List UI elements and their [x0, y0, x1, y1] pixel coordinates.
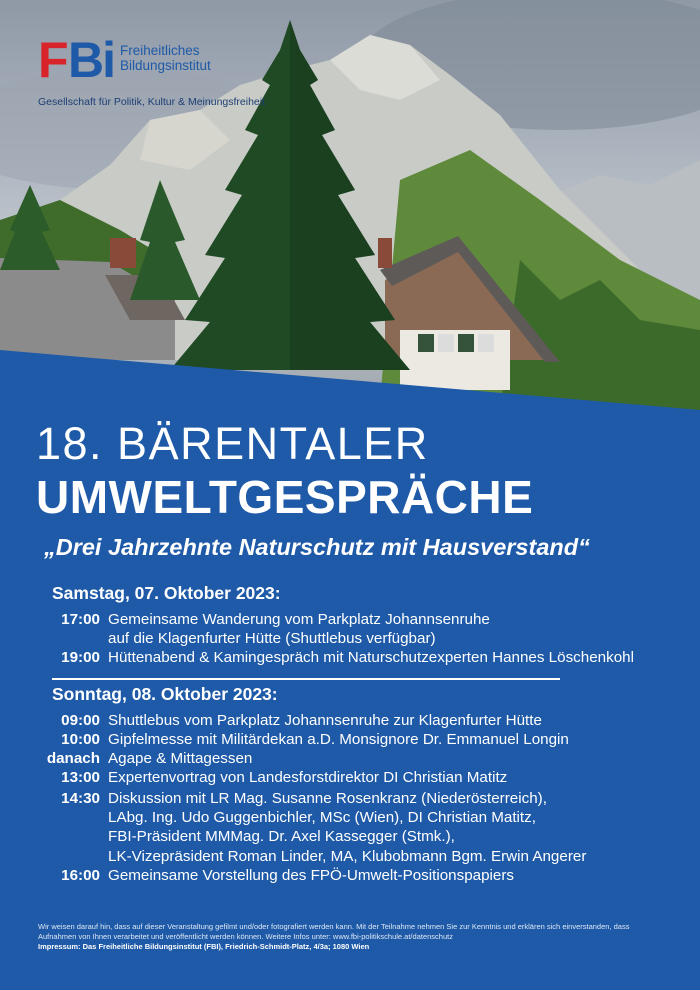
logo-tagline: Gesellschaft für Politik, Kultur & Meinungsfreiheit — [38, 96, 266, 108]
program-row — [36, 648, 676, 667]
program-text: LK-Vizepräsident Roman Linder, MA, Klubobmann Bgm. Erwin Angerer — [108, 848, 587, 865]
program-row — [36, 789, 676, 808]
event-subtitle: „Drei Jahrzehnte Naturschutz mit Hausverstand“ — [44, 534, 590, 560]
program-text: Shuttlebus vom Parkplatz Johannsenruhe zur Klagenfurter Hütte — [108, 712, 542, 729]
program-text: Gipfelmesse mit Militärdekan a.D. Monsignore Dr. Emmanuel Longin — [108, 731, 569, 748]
program-time — [36, 847, 100, 866]
program-text: auf die Klagenfurter Hütte (Shuttlebus verfügbar) — [108, 630, 436, 647]
logo-letters-bi: Bi — [68, 32, 114, 88]
program-time: 09:00 — [61, 712, 100, 729]
program-row — [36, 730, 676, 749]
program-row — [36, 629, 676, 648]
program-time: danach — [46, 750, 100, 767]
program-row — [36, 749, 676, 768]
program-text: Expertenvortrag von Landesforstdirektor DI Christian Matitz — [108, 769, 508, 786]
program-text: LAbg. Ing. Udo Guggenbichler, MSc (Wien), DI Christian Matitz, — [108, 809, 536, 826]
program-time: 10:00 — [61, 731, 100, 748]
program-time: 19:00 — [61, 649, 100, 666]
program-time: 14:30 — [61, 790, 100, 807]
logo-line-2: Bildungsinstitut — [120, 58, 211, 73]
event-title-line-1: 18. BÄRENTALER — [36, 418, 429, 469]
program-row — [36, 610, 676, 629]
program-row — [36, 711, 676, 730]
logo-line-1: Freiheitliches — [120, 43, 200, 58]
section-divider — [52, 678, 560, 680]
program-time — [36, 629, 100, 648]
sunday-heading: Sonntag, 08. Oktober 2023: — [52, 684, 278, 704]
program-text: Gemeinsame Wanderung vom Parkplatz Johannsenruhe — [108, 611, 490, 628]
logo-wordmark — [120, 43, 211, 73]
program-text: Gemeinsame Vorstellung des FPÖ-Umwelt-Positionspapiers — [108, 867, 515, 884]
program-row — [36, 768, 676, 787]
program-time: 13:00 — [61, 769, 100, 786]
program-row — [36, 847, 676, 866]
program-time — [36, 808, 100, 827]
program-time: 16:00 — [61, 867, 100, 884]
program-time: 17:00 — [61, 611, 100, 628]
program-text: Agape & Mittagessen — [108, 750, 253, 767]
impressum: Impressum: Das Freiheitliche Bildungsinstitut (FBI), Friedrich-Schmidt-Platz, 4/3a; 1080 Wien — [38, 942, 370, 951]
program-text: Diskussion mit LR Mag. Susanne Rosenkranz (Niederösterreich), — [108, 790, 547, 807]
fbi-logo-mark — [38, 32, 114, 88]
program-row — [36, 866, 676, 885]
program-row — [36, 827, 676, 846]
event-title-line-2: UMWELTGESPRÄCHE — [36, 471, 534, 523]
program-time — [36, 827, 100, 846]
program-row — [36, 808, 676, 827]
saturday-heading: Samstag, 07. Oktober 2023: — [52, 583, 281, 603]
program-text: Hüttenabend & Kamingespräch mit Naturschutzexperten Hannes Löschenkohl — [108, 649, 634, 666]
program-text: FBI-Präsident MMMag. Dr. Axel Kassegger (Stmk.), — [108, 828, 455, 845]
logo-letter-f: F — [38, 32, 67, 88]
fbi-logo — [38, 32, 211, 88]
privacy-notice: Wir weisen darauf hin, dass auf dieser Veranstaltung gefilmt und/oder fotografiert werden kann. Mit der Teilnahme nehmen Sie zur Kenntnis und erklären sich einverstanden, dass Aufnahmen von Ihnen verarbeitet und veröffentlicht werden können. Weitere Infos unter: www.fbi-politikschule.at/datenschutz — [38, 922, 630, 941]
